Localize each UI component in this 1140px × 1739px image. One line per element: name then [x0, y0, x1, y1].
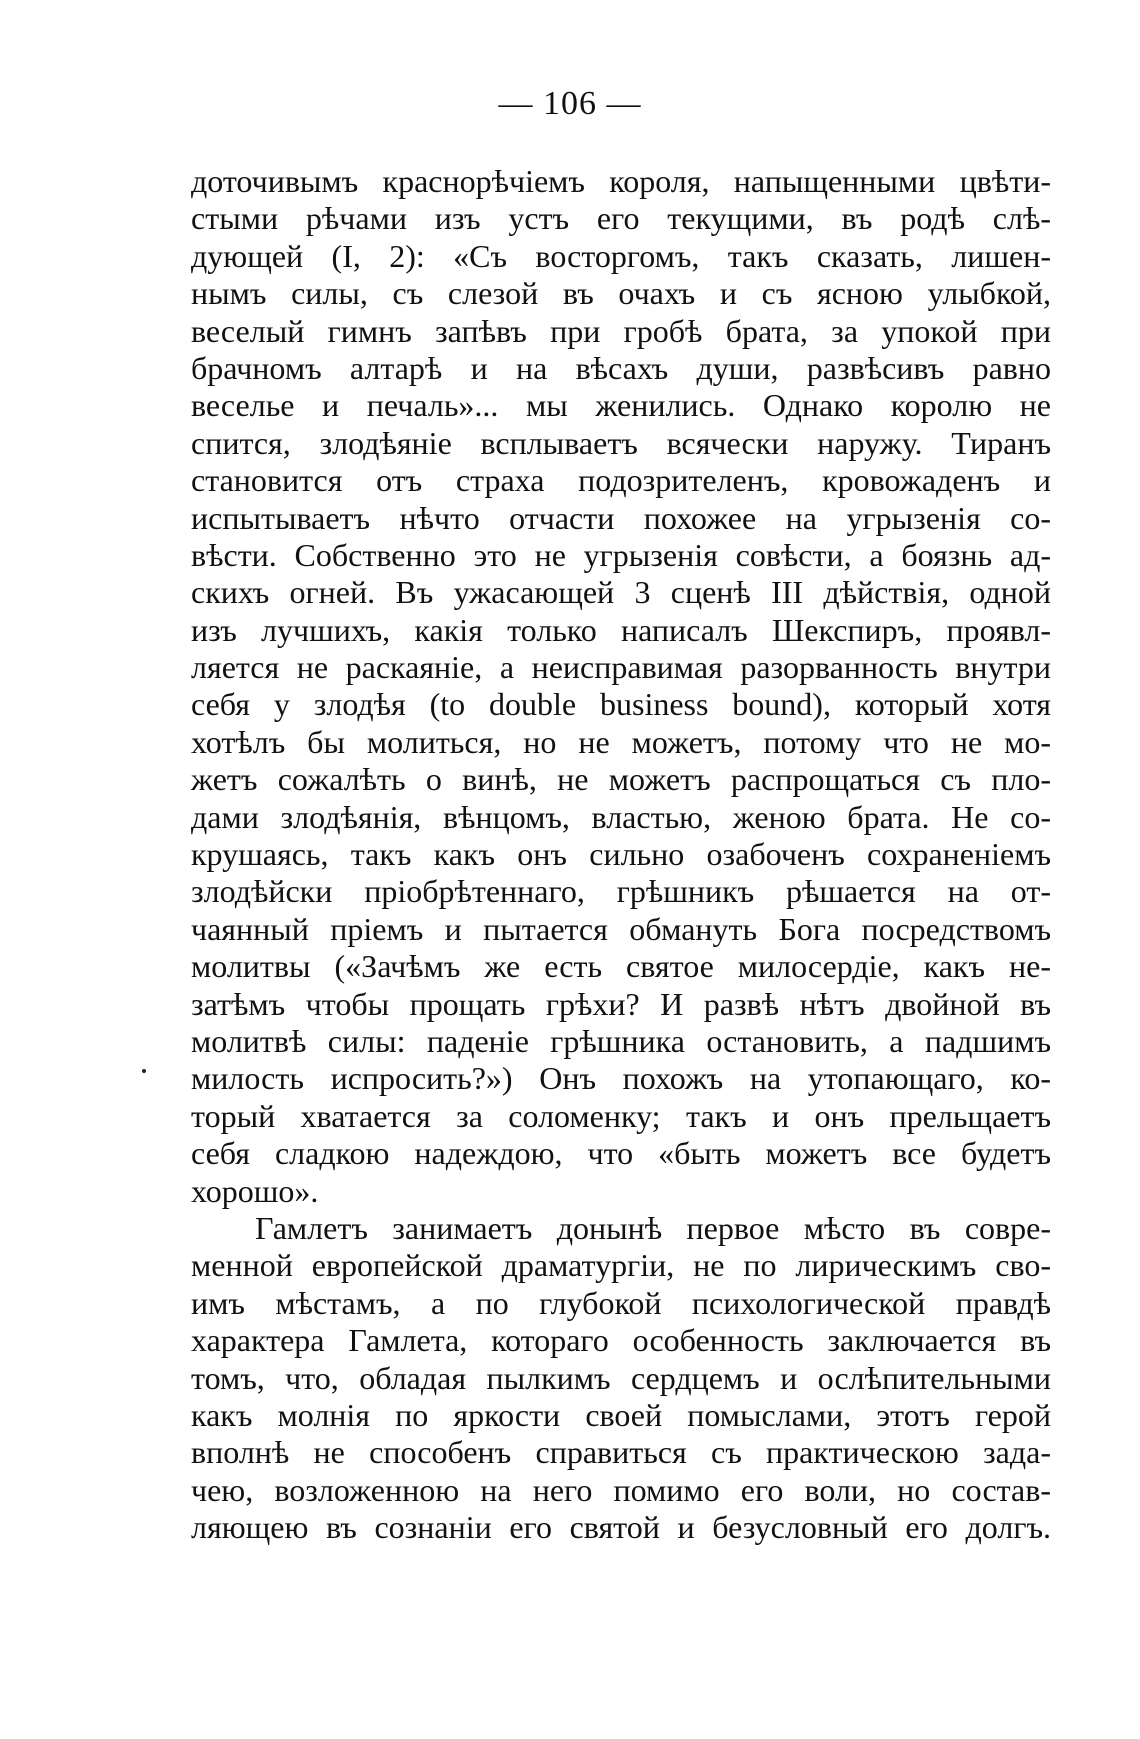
text-line: чею, возложенною на него помимо его воли, но состав-: [191, 1471, 1051, 1508]
text-line: дующей (I, 2): «Съ восторгомъ, такъ сказать, лишен-: [191, 237, 1051, 274]
text-line: хотѣлъ бы молиться, но не можетъ, потому что не мо-: [191, 723, 1051, 760]
text-line: Гамлетъ занимаетъ донынѣ первое мѣсто въ совре-: [255, 1209, 1051, 1246]
text-line: злодѣйски пріобрѣтеннаго, грѣшникъ рѣшается на от-: [191, 873, 1051, 910]
text-line: характера Гамлета, котораго особенность заключается въ: [191, 1322, 1051, 1359]
text-line: становится отъ страха подозрителенъ, кровожаденъ и: [191, 462, 1051, 499]
text-line: ляющею въ сознаніи его святой и безусловный его долгъ.: [191, 1509, 1051, 1546]
paragraph-2: [191, 1210, 1051, 1547]
text-line: молитвы («Зачѣмъ же есть святое милосердіе, какъ не-: [191, 948, 1051, 985]
text-line: жетъ сожалѣть о винѣ, не можетъ распрощаться съ пло-: [191, 761, 1051, 798]
text-line: милость испросить?») Онъ похожъ на утопающаго, ко-: [191, 1060, 1051, 1097]
text-line: себя сладкою надеждою, что «быть можетъ все будетъ: [191, 1135, 1051, 1172]
print-speck: [142, 1069, 146, 1073]
text-line: брачномъ алтарѣ и на вѣсахъ души, развѣсивъ равно: [191, 349, 1051, 386]
text-line: затѣмъ чтобы прощать грѣхи? И развѣ нѣтъ двойной въ: [191, 985, 1051, 1022]
page-number: — 106 —: [498, 85, 642, 122]
text-line: вѣсти. Собственно это не угрызенія совѣсти, а боязнь ад-: [191, 536, 1051, 573]
text-line: стыми рѣчами изъ устъ его текущими, въ родѣ слѣ-: [191, 200, 1051, 237]
text-line: вполнѣ не способенъ справиться съ практическою зада-: [191, 1434, 1051, 1471]
text-line: имъ мѣстамъ, а по глубокой психологической правдѣ: [191, 1284, 1051, 1321]
text-line: веселый гимнъ запѣвъ при гробѣ брата, за упокой при: [191, 312, 1051, 349]
text-line: крушаясь, такъ какъ онъ сильно озабоченъ сохраненіемъ: [191, 836, 1051, 873]
text-line: себя у злодѣя (to double business bound), который хотя: [191, 686, 1051, 723]
paragraph-1: [191, 163, 1051, 1210]
text-line: менной европейской драматургіи, не по лирическимъ сво-: [191, 1247, 1051, 1284]
text-line: дами злодѣянія, вѣнцомъ, властью, женою брата. Не со-: [191, 798, 1051, 835]
text-line: молитвѣ силы: паденіе грѣшника остановить, а падшимъ: [191, 1022, 1051, 1059]
text-line: томъ, что, обладая пылкимъ сердцемъ и ослѣпительными: [191, 1359, 1051, 1396]
text-line: торый хватается за соломенку; такъ и онъ прельщаетъ: [191, 1097, 1051, 1134]
text-line: хорошо».: [191, 1172, 319, 1209]
text-line: нымъ силы, съ слезой въ очахъ и съ ясною улыбкой,: [191, 275, 1051, 312]
body-text: [191, 163, 1051, 1546]
text-line: изъ лучшихъ, какія только написалъ Шекспиръ, проявл-: [191, 611, 1051, 648]
text-line: спится, злодѣяніе всплываетъ всячески наружу. Тиранъ: [191, 424, 1051, 461]
text-line: испытываетъ нѣчто отчасти похожее на угрызенія со-: [191, 499, 1051, 536]
text-line: чаянный пріемъ и пытается обмануть Бога посредствомъ: [191, 910, 1051, 947]
text-line: какъ молнія по яркости своей помыслами, этотъ герой: [191, 1396, 1051, 1433]
text-line: скихъ огней. Въ ужасающей 3 сценѣ III дѣйствія, одной: [191, 574, 1051, 611]
text-line: доточивымъ краснорѣчіемъ короля, напыщенными цвѣти-: [191, 163, 1051, 199]
text-line: ляется не раскаяніе, а неисправимая разорванность внутри: [191, 649, 1051, 686]
text-line: веселье и печаль»... мы женились. Однако королю не: [191, 387, 1051, 424]
